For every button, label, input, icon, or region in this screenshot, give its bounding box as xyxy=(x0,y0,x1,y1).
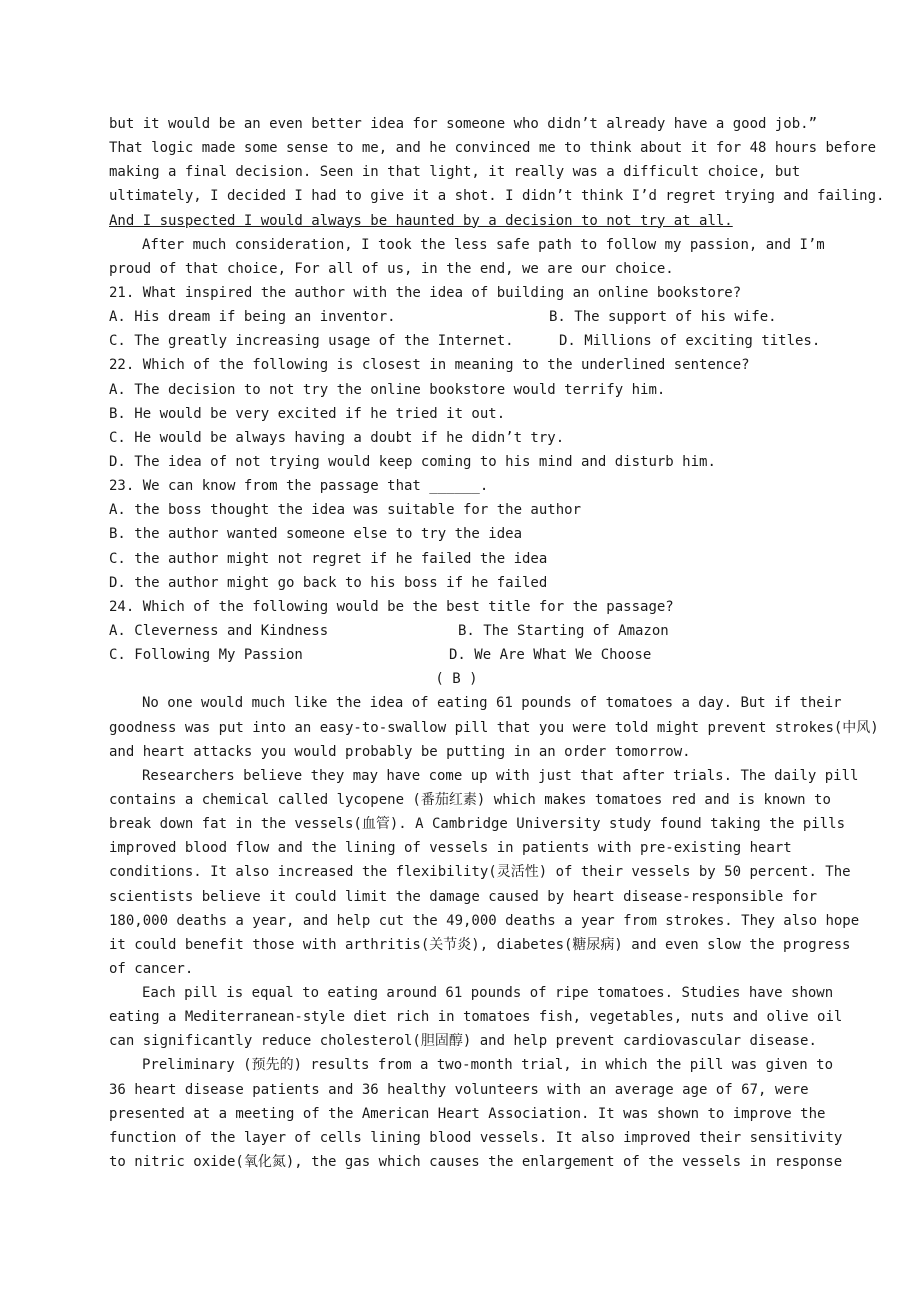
option-b: B. The Starting of Amazon xyxy=(458,622,669,639)
option-c: C. He would be always having a doubt if he didn’t try. xyxy=(109,429,565,446)
question-stem: 23. We can know from the passage that ______. xyxy=(109,478,489,495)
question-24 xyxy=(109,595,844,667)
option-b: B. the author wanted someone else to try the idea xyxy=(109,526,523,543)
question-21 xyxy=(109,281,844,353)
paragraph-2 xyxy=(109,764,860,981)
text-line: it could benefit those with arthritis(关节炎), diabetes(糖尿病) and even slow the progress xyxy=(109,936,851,953)
option-c: C. The greatly increasing usage of the Internet. xyxy=(109,333,514,350)
option-b: B. The support of his wife. xyxy=(549,309,777,326)
text-line: goodness was put into an easy-to-swallow pill that you were told might prevent strokes(中风) xyxy=(109,719,879,736)
text-line: making a final decision. Seen in that light, it really was a difficult choice, but xyxy=(109,164,801,181)
text-line: ultimately, I decided I had to give it a shot. I didn’t think I’d regret trying and failing. xyxy=(109,188,885,205)
option-row xyxy=(109,329,844,353)
text-line: After much consideration, I took the less safe path to follow my passion, and I’m xyxy=(142,236,825,253)
text-line: Researchers believe they may have come up with just that after trials. The daily pill xyxy=(142,767,859,784)
option-a: A. The decision to not try the online bookstore would terrify him. xyxy=(109,381,666,398)
text-line: scientists believe it could limit the damage caused by heart disease-responsible for xyxy=(109,888,818,905)
text-line: to nitric oxide(氧化氮), the gas which causes the enlargement of the vessels in response xyxy=(109,1154,843,1171)
question-stem: 21. What inspired the author with the idea of building an online bookstore? xyxy=(109,284,742,301)
option-row xyxy=(109,305,844,329)
option-d: D. The idea of not trying would keep coming to his mind and disturb him. xyxy=(109,453,716,470)
text-line: conditions. It also increased the flexibility(灵活性) of their vessels by 50 percent. The xyxy=(109,864,851,881)
text-line: Preliminary (预先的) results from a two-month trial, in which the pill was given to xyxy=(142,1057,834,1074)
text-line: Each pill is equal to eating around 61 pounds of ripe tomatoes. Studies have shown xyxy=(142,985,834,1002)
question-23 xyxy=(109,474,844,595)
text-line: presented at a meeting of the American Heart Association. It was shown to improve the xyxy=(109,1105,826,1122)
text-line: 180,000 deaths a year, and help cut the 49,000 deaths a year from strokes. They also hope xyxy=(109,912,860,929)
option-d: D. the author might go back to his boss if he failed xyxy=(109,574,548,591)
paragraph-3 xyxy=(109,981,844,1053)
question-stem: 24. Which of the following would be the best title for the passage? xyxy=(109,598,674,615)
text-line: No one would much like the idea of eating 61 pounds of tomatoes a day. But if their xyxy=(142,695,842,712)
text-line: eating a Mediterranean-style diet rich in tomatoes fish, vegetables, nuts and olive oil xyxy=(109,1009,843,1026)
question-stem: 22. Which of the following is closest in meaning to the underlined sentence? xyxy=(109,357,750,374)
question-22 xyxy=(109,353,844,474)
option-a: A. His dream if being an inventor. xyxy=(109,309,396,326)
option-b: B. He would be very excited if he tried it out. xyxy=(109,405,506,422)
option-d: D. We Are What We Choose xyxy=(449,647,652,664)
option-c: C. the author might not regret if he failed the idea xyxy=(109,550,548,567)
document-page xyxy=(109,112,885,1174)
paragraph-1 xyxy=(109,691,879,763)
text-line: but it would be an even better idea for someone who didn’t already have a good job.” xyxy=(109,116,818,132)
option-row xyxy=(109,643,844,667)
passage-a-tail xyxy=(109,112,885,281)
text-line: proud of that choice, For all of us, in the end, we are our choice. xyxy=(109,260,674,277)
paragraph-4 xyxy=(109,1053,844,1174)
option-a: A. the boss thought the idea was suitable for the author xyxy=(109,502,582,519)
text-line: 36 heart disease patients and 36 healthy volunteers with an average age of 67, were xyxy=(109,1081,809,1098)
option-c: C. Following My Passion xyxy=(109,647,303,664)
text-line: That logic made some sense to me, and he convinced me to think about it for 48 hours before xyxy=(109,140,877,157)
option-d: D. Millions of exciting titles. xyxy=(559,333,821,350)
text-line: contains a chemical called lycopene (番茄红素) which makes tomatoes red and is known to xyxy=(109,791,831,808)
text-line: function of the layer of cells lining blood vessels. It also improved their sensitivity xyxy=(109,1129,843,1146)
text-line: of cancer. xyxy=(109,960,194,977)
text-line: break down fat in the vessels(血管). A Cambridge University study found taking the pills xyxy=(109,816,846,833)
text-line: and heart attacks you would probably be putting in an order tomorrow. xyxy=(109,743,691,760)
underlined-sentence: And I suspected I would always be haunted by a decision to not try at all. xyxy=(109,212,733,229)
option-a: A. Cleverness and Kindness xyxy=(109,622,329,639)
text-line: improved blood flow and the lining of vessels in patients with pre-existing heart xyxy=(109,840,792,857)
section-heading: ( B ) xyxy=(435,671,478,688)
text-line: can significantly reduce cholesterol(胆固醇) and help prevent cardiovascular disease. xyxy=(109,1033,817,1050)
option-row xyxy=(109,619,844,643)
